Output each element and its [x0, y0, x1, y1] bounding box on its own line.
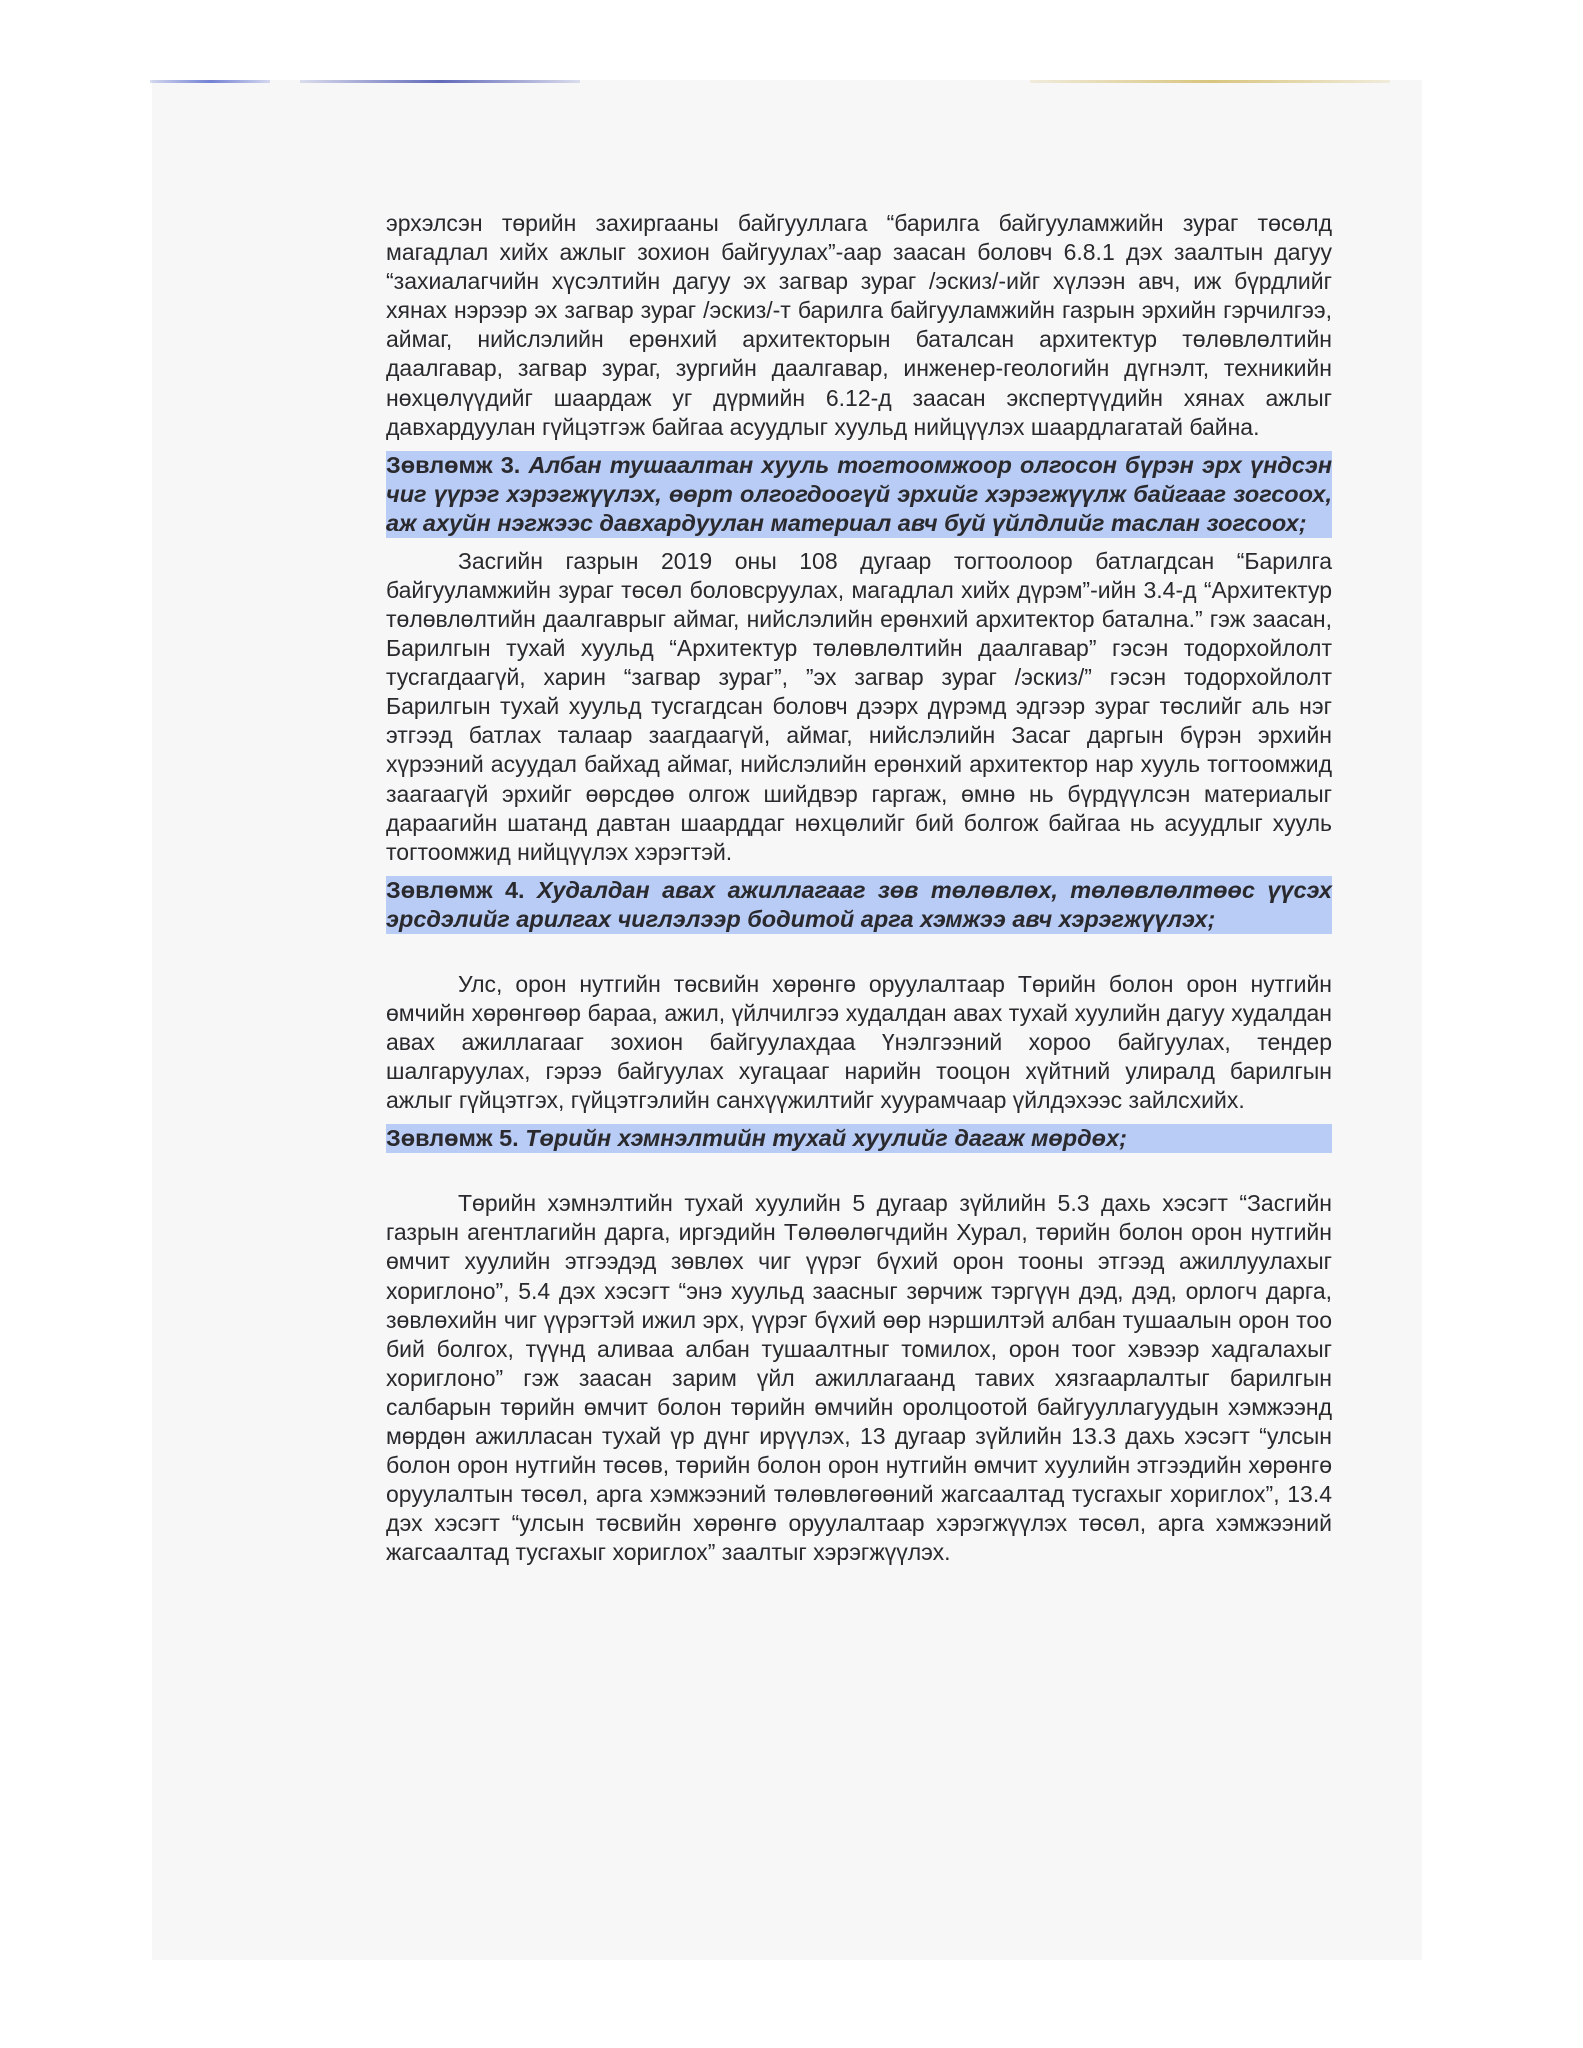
document-body — [386, 209, 1332, 1567]
recommendation-5-title: Төрийн хэмнэлтийн тухай хуулийг дагаж мөрдөх; — [525, 1125, 1127, 1152]
paragraph-procurement — [386, 970, 1332, 1115]
recommendation-3-title: Албан тушаалтан хууль тогтоомжоор олгосон бүрэн эрх үндсэн чиг үүрэг хэрэгжүүлэх, өөрт олгогдоогүй эрхийг хэрэгжүүлж байгааг зогсоох, аж ахуйн нэгжээс давхардуулан материал авч буй үйлдлийг таслан зогсоох; — [386, 451, 1333, 536]
recommendation-3-label: Зөвлөмж 3. — [386, 451, 521, 478]
recommendation-3-heading — [386, 451, 1332, 538]
paragraph-text: Улс, орон нутгийн төсвийн хөрөнгө оруулалтаар Төрийн болон орон нутгийн өмчийн хөрөнгөөр бараа, ажил, үйлчилгээ худалдан авах тухай хуулийн дагуу худалдан авах ажиллагааг зохион байгуулахдаа Үнэлгээний хороо байгуулах, тендер шалгаруулах, гэрээ байгуулах хугацааг нарийн тооцон хүйтний улиралд барилгын ажлыг гүйцэтгэх, гүйцэтгэлийн санхүүжилтийг хуурамчаар үйлдэхээс зайлсхийх. — [386, 970, 1332, 1114]
recommendation-4-label: Зөвлөмж 4. — [386, 876, 525, 903]
paragraph-austerity-law — [386, 1189, 1332, 1567]
recommendation-5-heading — [386, 1124, 1332, 1153]
paragraph-text: Төрийн хэмнэлтийн тухай хуулийн 5 дугаар зүйлийн 5.3 дахь хэсэгт “Засгийн газрын агентлагийн дарга, иргэдийн Төлөөлөгчдийн Хурал, төрийн болон орон нутгийн өмчит хуулийн этгээдэд зөвлөх чиг үүрэг бүхий орон тооны этгээд ажиллуулахыг хориглоно”, 5.4 дэх хэсэгт “энэ хуульд заасныг зөрчиж тэргүүн дэд, дэд, орлогч дарга, зөвлөхийн чиг үүрэгтэй ижил эрх, үүрэг бүхий өөр нэршилтэй албан тушаалын орон тоо бий болгох, түүнд аливаа албан тушаалтныг томилох, орон тоог хэвээр хадгалахыг хориглоно” гэж заасан зарим үйл ажиллагаанд тавих хязгаарлалтыг барилгын салбарын төрийн өмчит болон төрийн өмчийн оролцоотой байгууллагуудын хэмжээнд мөрдөн ажилласан тухай үр дүнг ирүүлэх, 13 дугаар зүйлийн 13.3 дахь хэсэгт “улсын болон орон нутгийн төсөв, төрийн болон орон нутгийн өмчит хуулийн этгээдийн хөрөнгө оруулалтын төсөл, арга хэмжээний төлөвлөгөөний жагсаалтад тусгахыг хориглох”, 13.4 дэх хэсэгт “улсын төсвийн хөрөнгө оруулалтаар хэрэгжүүлэх төсөл, арга хэмжээний жагсаалтад тусгахыг хориглох” заалтыг хэрэгжүүлэх. — [386, 1190, 1332, 1566]
paragraph-continuation: эрхэлсэн төрийн захиргааны байгууллага “барилга байгууламжийн зураг төсөлд магадлал хийх ажлыг зохион байгуулах”-аар заасан боловч 6.8.1 дэх заалтын дагуу “захиалагчийн хүсэлтийн дагуу эх загвар зураг /эскиз/-ийг хүлээн авч, иж бүрдлийг хянах нэрээр эх загвар зураг /эскиз/-т барилга байгууламжийн газрын эрхийн гэрчилгээ, аймаг, нийслэлийн ерөнхий архитекторын баталсан архитектур төлөвлөлтийн даалгавар, загвар зураг, зургийн даалгавар, инженер-геологийн дүгнэлт, техникийн нөхцөлүүдийг шаардаж уг дүрмийн 6.12-д заасан экспертүүдийн хянах ажлыг давхардуулан гүйцэтгэж байгаа асуудлыг хуульд нийцүүлэх шаардлагатай байна. — [386, 210, 1332, 440]
recommendation-5-label: Зөвлөмж 5. — [386, 1125, 519, 1152]
paragraph-text: Засгийн газрын 2019 оны 108 дугаар тогтоолоор батлагдсан “Барилга байгууламжийн зураг төсөл боловсруулах, магадлал хийх дүрэм”-ийн 3.4-д “Архитектур төлөвлөлтийн даалгаврыг аймаг, нийслэлийн ерөнхий архитектор батална.” гэж заасан, Барилгын тухай хуульд “Архитектур төлөвлөлтийн даалгавар” гэсэн тодорхойлолт тусгагдаагүй, харин “загвар зураг”, ”эх загвар зураг /эскиз/” гэсэн тодорхойлолт Барилгын тухай хуульд тусгагдсан боловч дээрх дүрэмд эдгээр зураг төслийг аль нэг этгээд батлах талаар заагдаагүй, аймаг, нийслэлийн Засаг даргын бүрэн эрхийн хүрээний асуудал байхад аймаг, нийслэлийн ерөнхий архитектор нар хууль тогтоомжид заагаагүй эрхийг өөрсдөө олгож шийдвэр гаргаж, өмнө нь бүрдүүлсэн материалыг дараагийн шатанд давтан шаарддаг нөхцөлийг бий болгож байгаа нь асуудлыг хууль тогтоомжид нийцүүлэх хэрэгтэй. — [386, 547, 1332, 865]
scan-edge-mark — [300, 80, 580, 83]
scan-edge-mark — [1030, 80, 1390, 83]
scan-edge-mark — [150, 80, 270, 83]
paragraph-architecture-assignment — [386, 547, 1332, 867]
recommendation-4-heading — [386, 876, 1332, 934]
recommendation-4-title: Худалдан авах ажиллагааг зөв төлөвлөх, төлөвлөлтөөс үүсэх эрсдэлийг арилгах чиглэлээр бодитой арга хэмжээ авч хэрэгжүүлэх; — [386, 876, 1332, 932]
